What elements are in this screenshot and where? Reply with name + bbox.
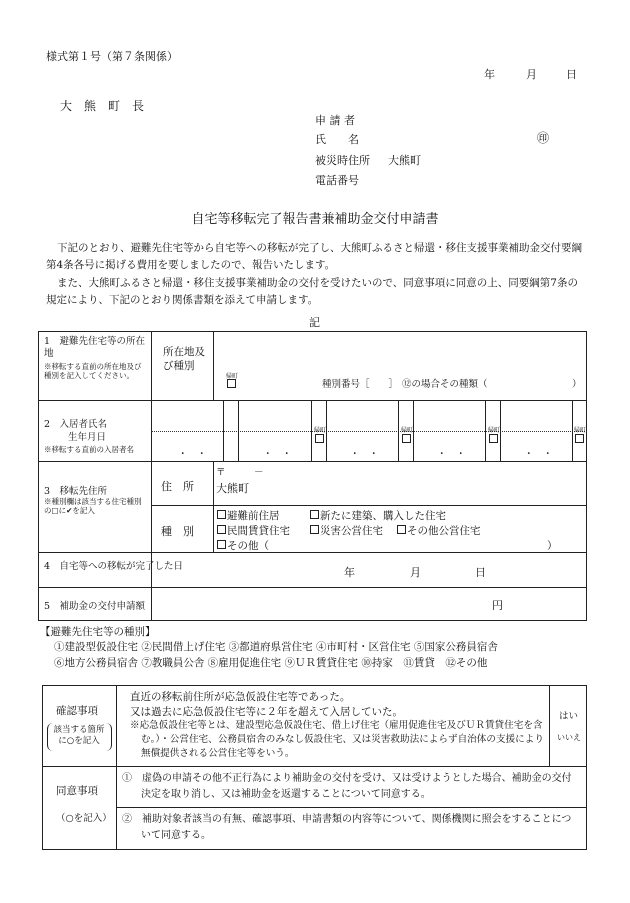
row2-checkbox-4[interactable] bbox=[575, 434, 584, 443]
types-heading: 【避難先住宅等の種別】 bbox=[40, 626, 156, 638]
opt-other-public: その他公営住宅 bbox=[407, 525, 481, 537]
row1-other-type: ⑫の場合その種類（ bbox=[402, 379, 488, 390]
row2-stamp-4: 帰町 bbox=[574, 427, 587, 434]
row1-return-checkbox[interactable] bbox=[227, 379, 236, 388]
row2-checkbox-2[interactable] bbox=[402, 434, 411, 443]
confirm-line-2: 又は過去に応急仮設住宅等に２年を超えて入居していた。 bbox=[130, 706, 403, 718]
addressee: 大 熊 町 長 bbox=[60, 99, 145, 113]
row2-label: 2 入居者氏名 bbox=[44, 419, 108, 430]
opt-other: その他（ bbox=[227, 540, 269, 552]
row4-year: 年 bbox=[344, 566, 355, 579]
row2-stamp-2: 帰町 bbox=[401, 427, 414, 434]
opt-previous-home: 避難前住居 bbox=[227, 510, 280, 522]
confirm-instruction: 該当する箇所に○を記入 bbox=[53, 725, 105, 746]
row3-label: 3 移転先住所 bbox=[44, 486, 108, 497]
opt-private-rental: 民間賃貸住宅 bbox=[227, 525, 290, 537]
confirm-no[interactable]: いいえ bbox=[557, 733, 581, 742]
row2-stamp-1: 帰町 bbox=[314, 427, 327, 434]
row2-birthdate-1: ・ ・ bbox=[178, 449, 207, 460]
opt-disaster-public: 災害公営住宅 bbox=[320, 525, 383, 537]
date-month: 月 bbox=[526, 68, 537, 81]
row2-birthdate-2: ・ ・ bbox=[263, 449, 292, 460]
consent-item-2: ② 補助対象者該当の有無、確認事項、申請書類の内容等について、関係機関に照会をすることについて同意する。 bbox=[122, 814, 572, 841]
consent-instruction: （○を記入） bbox=[56, 813, 112, 824]
opt-new-home: 新たに建築、購入した住宅 bbox=[320, 510, 446, 522]
row4-day: 日 bbox=[475, 566, 486, 579]
types-line-2: ⑥地方公務員宿舎 ⑦教職員公舎 ⑧雇用促進住宅 ⑨ＵＲ賃貸住宅 ⑩持家 ⑪賃貸 ⑫その他 bbox=[54, 657, 488, 669]
row2-stamp-3: 帰町 bbox=[488, 427, 501, 434]
row3-type-label: 種 別 bbox=[161, 525, 194, 538]
date-day: 日 bbox=[566, 68, 577, 81]
body-paragraph-1: 下記のとおり、避難先住宅等から自宅等への移転が完了し、大熊町ふるさと帰還・移住支援事業補助金交付要綱第4条各号に掲げる費用を要しましたので、報告いたします。 bbox=[46, 242, 582, 271]
row2-birthdate-3: ・ ・ bbox=[350, 449, 379, 460]
row4-month: 月 bbox=[410, 566, 421, 579]
consent-item-1: ① 虚偽の申請その他不正行為により補助金の交付を受け、又は受けようとした場合、補助金の交付決定を取り消し、又は補助金を返還することについて同意する。 bbox=[122, 773, 572, 800]
opt-other-checkbox[interactable] bbox=[217, 540, 226, 549]
confirm-label: 確認事項 bbox=[56, 705, 98, 717]
row3-postal: 〒 － bbox=[216, 467, 264, 478]
row3-address-value: 大熊町 bbox=[216, 482, 249, 495]
types-line-1: ①建設型仮設住宅 ②民間借上げ住宅 ③都道府県営住宅 ④市町村・区営住宅 ⑤国家公務員宿舎 bbox=[54, 641, 498, 653]
row3-note: ※種別欄は該当する住宅種別の□に✔を記入 bbox=[44, 497, 142, 515]
row4-label: 4 自宅等への移転が完了した日 bbox=[44, 561, 184, 572]
row1-type-number: 種別番号［ ］ bbox=[322, 379, 399, 390]
row2-birthdate-4: ・ ・ bbox=[437, 449, 466, 460]
row1-note: ※移転する直前の所在地及び種別を記入してください。 bbox=[44, 362, 142, 380]
row2-note: ※移転する直前の入居者名 bbox=[44, 445, 134, 454]
form-number: 様式第１号（第７条関係） bbox=[46, 50, 178, 63]
ki-heading: 記 bbox=[309, 316, 320, 329]
row5-unit: 円 bbox=[492, 599, 503, 612]
address-value: 大熊町 bbox=[388, 154, 421, 167]
row2-checkbox-3[interactable] bbox=[489, 434, 498, 443]
seal-mark: ㊞ bbox=[537, 131, 550, 145]
row2-sub: 生年月日 bbox=[68, 432, 107, 443]
opt-previous-home-checkbox[interactable] bbox=[217, 510, 226, 519]
row1-other-close: ） bbox=[572, 379, 582, 390]
confirm-yes[interactable]: はい bbox=[559, 711, 579, 722]
name-label: 氏 名 bbox=[315, 133, 359, 146]
row1-label: 1 避難先住宅等の所在地 bbox=[44, 336, 146, 359]
opt-new-home-checkbox[interactable] bbox=[310, 510, 319, 519]
confirm-line-1: 直近の移転前住所が応急仮設住宅等であった。 bbox=[130, 691, 351, 703]
opt-other-public-checkbox[interactable] bbox=[397, 525, 406, 534]
body-paragraph-2: また、大熊町ふるさと帰還・移住支援事業補助金の交付を受けたいので、同意事項に同意の上、同要綱第7条の規定により、下記のとおり関係書類を添えて申請します。 bbox=[46, 277, 578, 306]
row1-return-stamp: 帰町 bbox=[226, 373, 239, 380]
row5-label: 5 補助金の交付申請額 bbox=[44, 601, 146, 612]
opt-disaster-public-checkbox[interactable] bbox=[310, 525, 319, 534]
confirm-note: ※応急仮設住宅等とは、建設型応急仮設住宅、借上げ住宅（雇用促進住宅及びＵＲ賃貸住宅を含む。）・公営住宅、公務員宿舎のみなし仮設住宅、又は災害救助法によらず自治体の支援により無償提供される公営住宅等をいう。 bbox=[130, 720, 544, 759]
row3-address-label: 住 所 bbox=[161, 480, 194, 493]
applicant-heading: 申 請 者 bbox=[315, 114, 355, 127]
row1-sublabel: 所在地及び種別 bbox=[163, 346, 205, 372]
opt-private-rental-checkbox[interactable] bbox=[217, 525, 226, 534]
date-year: 年 bbox=[484, 68, 495, 81]
row2-checkbox-1[interactable] bbox=[315, 434, 324, 443]
address-label: 被災時住所 bbox=[315, 154, 370, 167]
opt-other-close: ） bbox=[547, 540, 558, 552]
phone-label: 電話番号 bbox=[315, 174, 359, 187]
consent-label: 同意事項 bbox=[56, 785, 98, 797]
document-title: 自宅等移転完了報告書兼補助金交付申請書 bbox=[191, 212, 439, 227]
row2-birthdate-5: ・ ・ bbox=[524, 449, 553, 460]
